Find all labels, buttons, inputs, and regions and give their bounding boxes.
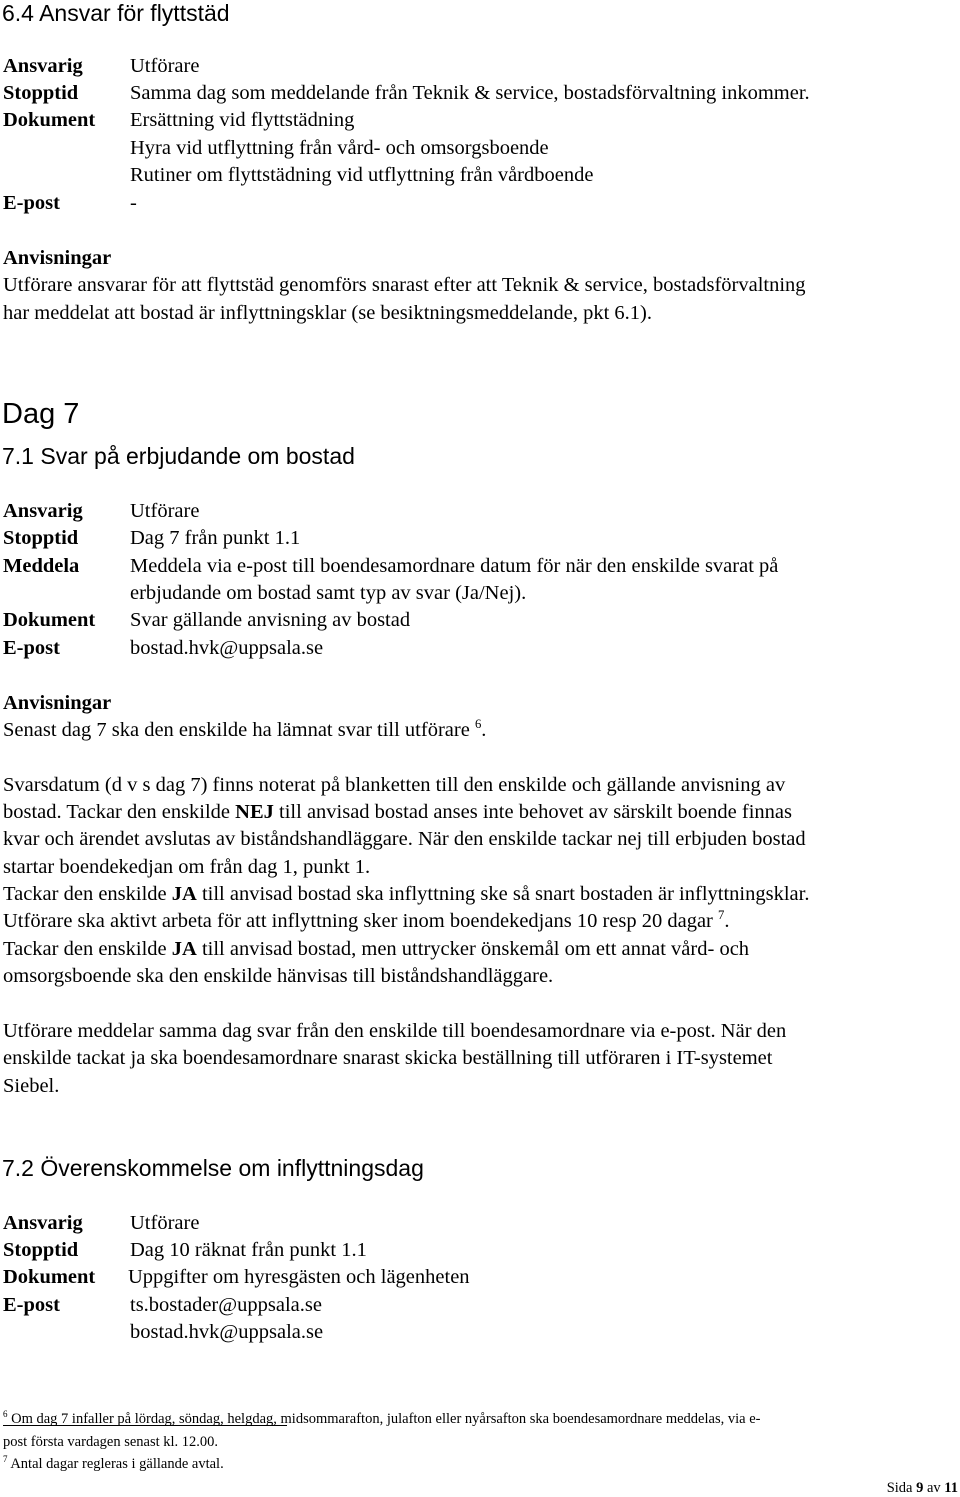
field-label-stopptid: Stopptid [3, 82, 79, 104]
field-label-dokument: Dokument [3, 109, 96, 131]
section-heading-7-1: 7.1 Svar på erbjudande om bostad [2, 443, 355, 469]
footnote-6: $^6$ Om dag 7 infaller på lördag, söndag, helgdag, midsommarafton, julafton eller nyårsafton ska boendesamordnare meddelas, via e- [3, 1409, 761, 1427]
anvisningar-label: Anvisningar [3, 692, 112, 714]
field-label-ansvarig: Ansvarig [3, 55, 83, 77]
field-label-stopptid: Stopptid [3, 1239, 79, 1261]
page-number: Sida 9 av 11 [886, 1480, 958, 1496]
body-text: Tackar den enskilde JA till anvisad bostad ska inflyttning ske så snart bostaden är inflyttningsklar. [3, 883, 810, 905]
day-heading: Dag 7 [2, 398, 80, 430]
body-text: Utförare meddelar samma dag svar från den enskilde till boendesamordnare via e-post. När den [3, 1020, 787, 1042]
field-value-stopptid: Dag 7 från punkt 1.1 [130, 527, 301, 549]
field-value-epost: ts.bostader@uppsala.se [130, 1294, 322, 1316]
body-text: Siebel. [3, 1075, 60, 1097]
body-text: Utförare ska aktivt arbeta för att inflyttning sker inom boendekedjans 10 resp 20 dagar $^7$. [3, 908, 730, 932]
body-text: startar boendekedjan om från dag 1, punkt 1. [3, 856, 371, 878]
field-value-meddela: Meddela via e-post till boendesamordnare datum för när den enskilde svarat på [130, 555, 779, 577]
body-text: omsorgsboende ska den enskilde hänvisas till biståndshandläggare. [3, 965, 554, 987]
body-text: bostad. Tackar den enskilde NEJ till anvisad bostad anses inte behovet av särskilt boende finnas [3, 801, 792, 823]
field-value-dokument: Hyra vid utflyttning från vård- och omsorgsboende [130, 137, 549, 159]
field-value-dokument: Ersättning vid flyttstädning [130, 109, 355, 131]
field-value-ansvarig: Utförare [130, 1212, 200, 1234]
field-value-dokument: Rutiner om flyttstädning vid utflyttning från vårdboende [130, 164, 594, 186]
body-text: Utförare ansvarar för att flyttstäd genomförs snarast efter att Teknik & service, bostadsförvaltning [3, 274, 806, 296]
field-label-meddela: Meddela [3, 555, 80, 577]
body-text: enskilde tackat ja ska boendesamordnare snarast skicka beställning till utföraren i IT-systemet [3, 1047, 773, 1069]
field-label-epost: E-post [3, 192, 60, 214]
section-heading-6-4: 6.4 Ansvar för flyttstäd [2, 0, 230, 26]
section-heading-7-2: 7.2 Överenskommelse om inflyttningsdag [2, 1155, 424, 1181]
field-label-stopptid: Stopptid [3, 527, 79, 549]
field-value-epost: bostad.hvk@uppsala.se [130, 1321, 324, 1343]
field-label-ansvarig: Ansvarig [3, 500, 83, 522]
field-value-ansvarig: Utförare [130, 500, 200, 522]
field-value-ansvarig: Utförare [130, 55, 200, 77]
footnote-7: $^7$ Antal dagar regleras i gällande avtal. [3, 1454, 224, 1472]
field-value-dokument: Uppgifter om hyresgästen och lägenheten [128, 1266, 470, 1288]
emphasis-ja: JA [171, 938, 197, 960]
field-label-dokument: Dokument [3, 1266, 96, 1288]
body-text: har meddelat att bostad är inflyttningsklar (se besiktningsmeddelande, pkt 6.1). [3, 302, 653, 324]
footnote-ref-6: 6 [474, 717, 482, 732]
field-value-meddela: erbjudande om bostad samt typ av svar (Ja/Nej). [130, 582, 527, 604]
field-value-dokument: Svar gällande anvisning av bostad [130, 609, 411, 631]
emphasis-ja: JA [171, 883, 197, 905]
body-text: Senast dag 7 ska den enskilde ha lämnat svar till utförare $^6$. [3, 717, 487, 741]
body-text: Tackar den enskilde JA till anvisad bostad, men uttrycker önskemål om ett annat vård- och [3, 938, 750, 960]
field-value-epost: bostad.hvk@uppsala.se [130, 637, 324, 659]
footnote-6-cont: post första vardagen senast kl. 12.00. [3, 1434, 219, 1450]
field-value-stopptid: Dag 10 räknat från punkt 1.1 [130, 1239, 367, 1261]
footnote-ref-7: 7 [718, 908, 725, 923]
field-value-stopptid: Samma dag som meddelande från Teknik & service, bostadsförvaltning inkommer. [130, 82, 810, 104]
anvisningar-label: Anvisningar [3, 247, 112, 269]
field-label-ansvarig: Ansvarig [3, 1212, 83, 1234]
field-label-epost: E-post [3, 1294, 60, 1316]
emphasis-nej: NEJ [235, 801, 274, 823]
field-label-epost: E-post [3, 637, 60, 659]
body-text: Svarsdatum (d v s dag 7) finns noterat på blanketten till den enskilde och gällande anvisning av [3, 774, 786, 796]
body-text: kvar och ärendet avslutas av biståndshandläggare. När den enskilde tackar nej till erbjuden bostad [3, 828, 806, 850]
field-label-dokument: Dokument [3, 609, 96, 631]
field-value-epost: - [130, 192, 137, 214]
